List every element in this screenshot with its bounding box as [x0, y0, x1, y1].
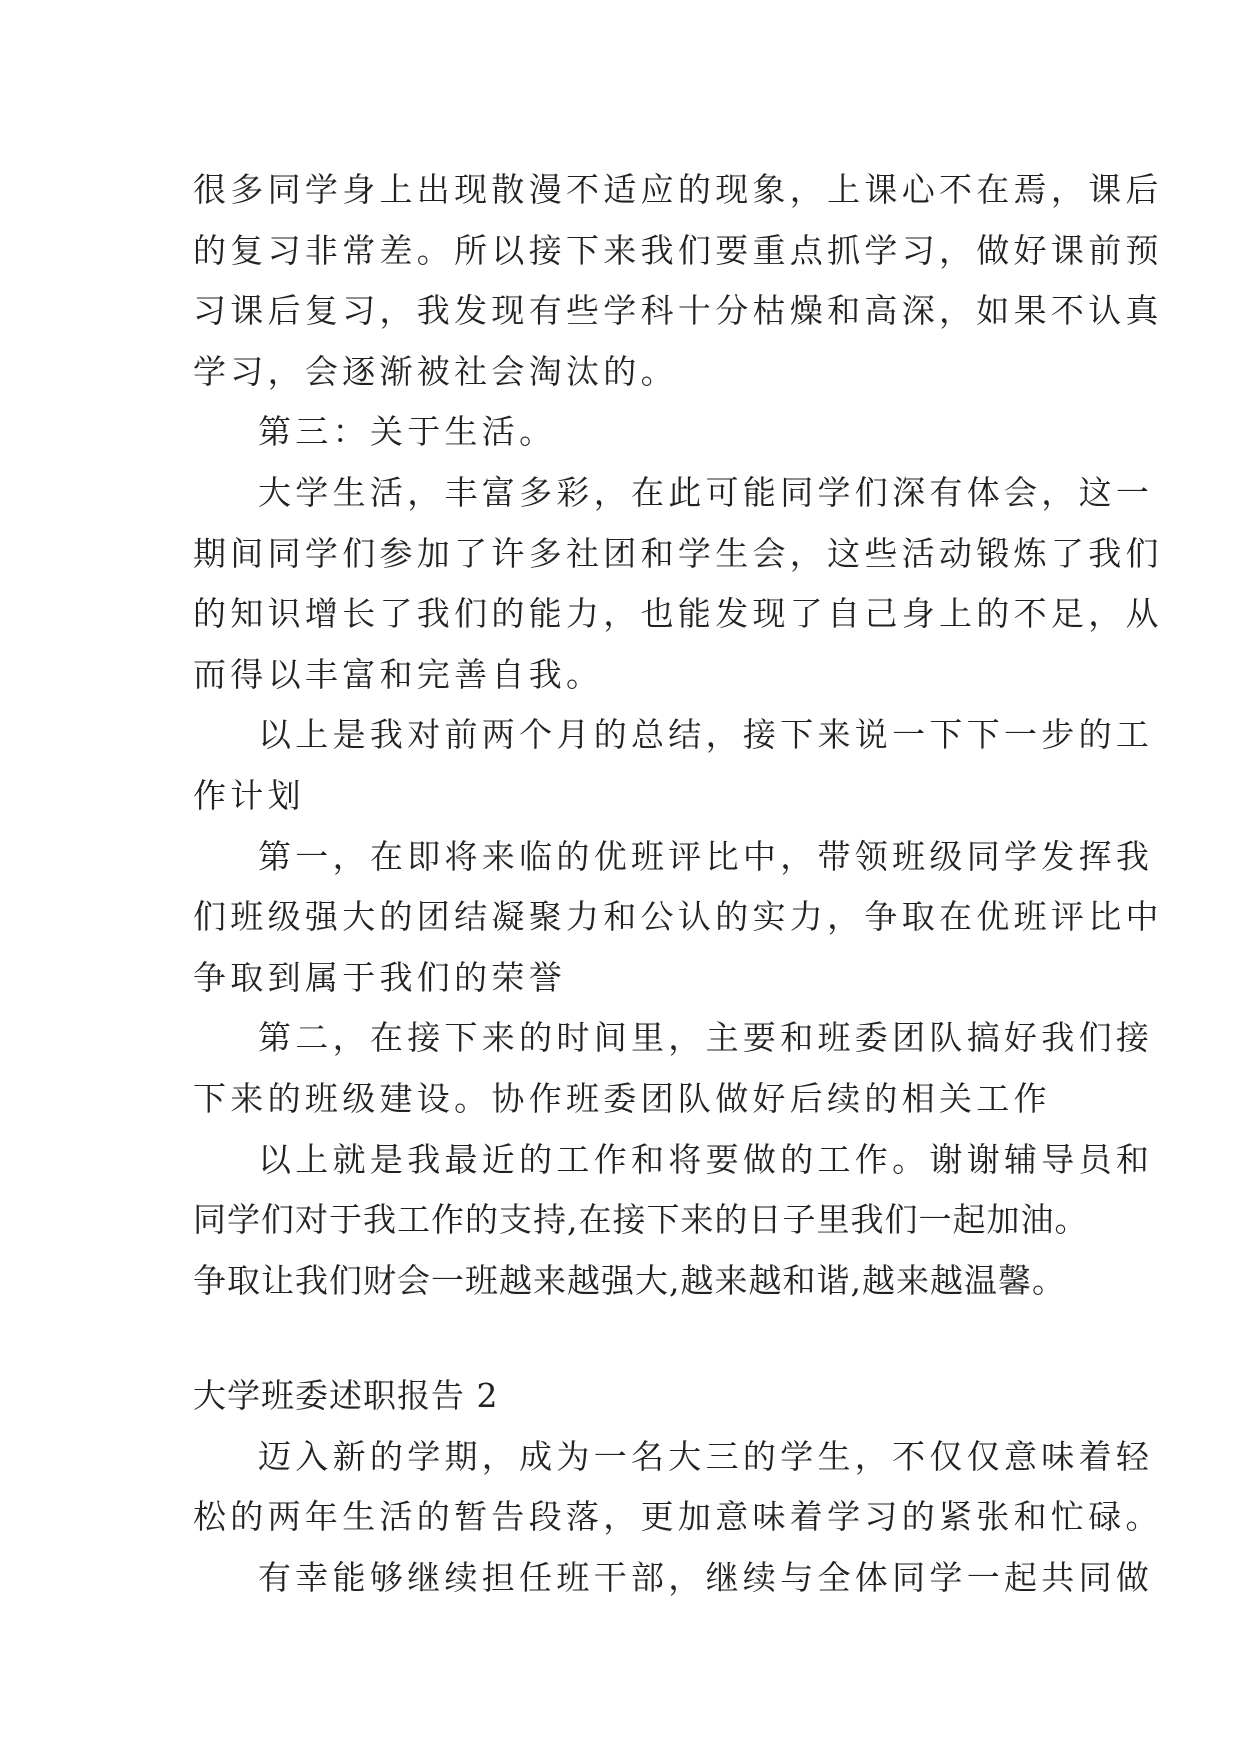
document-body [193, 160, 1163, 1609]
text-line: 下来的班级建设。协作班委团队做好后续的相关工作 [193, 1078, 1051, 1118]
text-line: 迈入新的学期，成为一名大三的学生，不仅仅意味着轻 [258, 1436, 1154, 1476]
section-title: 大学班委述职报告 2 [193, 1376, 499, 1416]
text-line: 期间同学们参加了许多社团和学生会，这些活动锻炼了我们 [193, 533, 1163, 573]
text-line: 习课后复习，我发现有些学科十分枯燥和高深，如果不认真 [193, 291, 1163, 331]
text-line: 第二，在接下来的时间里，主要和班委团队搞好我们接 [258, 1018, 1154, 1058]
text-line: 大学生活，丰富多彩，在此可能同学们深有体会，这一 [258, 472, 1154, 512]
text-line: 以上是我对前两个月的总结，接下来说一下下一步的工 [258, 715, 1154, 755]
text-line: 的复习非常差。所以接下来我们要重点抓学习，做好课前预 [193, 230, 1163, 270]
text-line: 松的两年生活的暂告段落，更加意味着学习的紧张和忙碌。 [193, 1497, 1163, 1537]
section-spacer [193, 1311, 1053, 1366]
text-line: 作计划 [193, 775, 305, 815]
text-line: 很多同学身上出现散漫不适应的现象，上课心不在焉，课后 [193, 170, 1163, 209]
text-line: 学习，会逐渐被社会淘汰的。 [193, 351, 678, 391]
text-line: 以上就是我最近的工作和将要做的工作。谢谢辅导员和 [258, 1139, 1154, 1179]
text-line: 们班级强大的团结凝聚力和公认的实力，争取在优班评比中 [193, 897, 1163, 937]
text-line: 有幸能够继续担任班干部，继续与全体同学一起共同做 [258, 1558, 1154, 1598]
text-line: 同学们对于我工作的支持,在接下来的日子里我们一起加油。 [193, 1200, 1089, 1240]
text-line: 第一，在即将来临的优班评比中，带领班级同学发挥我 [258, 836, 1154, 876]
text-line: 的知识增长了我们的能力，也能发现了自己身上的不足，从 [193, 594, 1163, 634]
subheading-life: 第三：关于生活。 [258, 412, 557, 452]
text-line: 而得以丰富和完善自我。 [193, 654, 604, 694]
text-line: 争取到属于我们的荣誉 [193, 957, 566, 997]
text-line: 争取让我们财会一班越来越强大,越来越和谐,越来越温馨。 [193, 1260, 1066, 1300]
